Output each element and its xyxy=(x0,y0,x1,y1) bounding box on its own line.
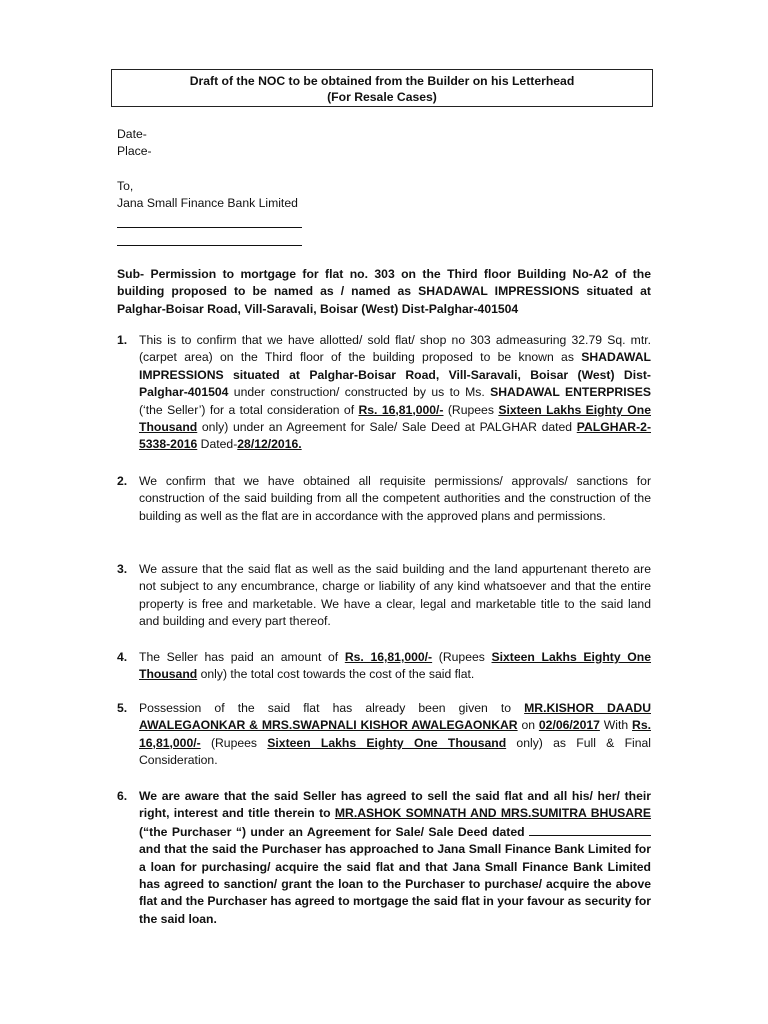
paragraph-5 xyxy=(117,700,651,770)
date-label: Date- xyxy=(117,127,147,141)
consideration-amount: Rs. 16,81,000/- xyxy=(139,718,651,750)
text-run: (Rupees xyxy=(432,650,492,664)
agreement-number: PALGHAR-2-5338-2016 xyxy=(139,420,651,452)
paragraph-number: 1. xyxy=(117,333,128,347)
paragraph-number: 5. xyxy=(117,701,128,715)
text-run: on xyxy=(517,718,539,733)
text-run: only) as Full & Final Consideration. xyxy=(139,735,652,768)
text-run: (“the Purchaser “) under an Agreement for Sale/ Sale Deed dated xyxy=(139,824,529,839)
project-name: SHADAWAL IMPRESSIONS situated at Palghar-Boisar Road, Vill-Saravali, Boisar (West) Dist-Palghar-401504 xyxy=(139,350,651,400)
title-box xyxy=(111,69,653,107)
amount-in-words: Sixteen Lakhs Eighty One Thousand xyxy=(139,650,652,682)
paragraph-text: We assure that the said flat as well as the said building and the land appurtenant thereto are not subject to any encumbrance, charge or liability of any kind whatsoever and that the entire property is free and marketable. We have a clear, legal and marketable title to the said land and building and every part thereof. xyxy=(139,562,651,629)
address-blank-line xyxy=(117,231,302,246)
agreement-date-blank xyxy=(529,823,651,836)
seller-name: SHADAWAL ENTERPRISES xyxy=(490,385,651,400)
agreement-date: 28/12/2016. xyxy=(237,437,302,452)
paragraph-text xyxy=(139,332,651,454)
paragraph-text: We confirm that we have obtained all requisite permissions/ approvals/ sanctions for construction of the said building from all the competent authorities and the construction of the building as well as the flat are in accordance with the approved plans and permissions. xyxy=(139,474,651,523)
paragraph-text xyxy=(139,649,651,684)
amount-in-words: Sixteen Lakhs Eighty One Thousand xyxy=(267,735,507,750)
text-run: Possession of the said flat has already been given to xyxy=(139,701,525,715)
document-subtitle: (For Resale Cases) xyxy=(327,90,437,104)
date-place-block xyxy=(117,126,651,161)
document-title: Draft of the NOC to be obtained from the Builder on his Letterhead xyxy=(189,74,575,88)
text-run: (Rupees xyxy=(443,402,499,417)
amount-in-words: Sixteen Lakhs Eighty One Thousand xyxy=(139,402,651,435)
paragraph-6 xyxy=(117,788,651,928)
paragraph-number: 2. xyxy=(117,474,128,488)
text-run: (‘the Seller’) for a total consideration of xyxy=(139,402,359,417)
paid-amount: Rs. 16,81,000/- xyxy=(344,650,433,664)
text-run: and that the said the Purchaser has approached to Jana Small Finance Bank Limited for a loan for purchasing/ acquire the said flat and that Jana Small Finance Bank Limited has agreed to sanction/ grant the loan to the Purchaser to purchase/ acquire the above flat and the Purchaser has agreed to mortgage the said flat in your favour as security for the said loan. xyxy=(139,842,652,926)
text-run: Dated- xyxy=(197,437,238,452)
paragraph-number: 3. xyxy=(117,562,128,576)
possession-date: 02/06/2017 xyxy=(538,718,600,733)
consideration-amount: Rs. 16,81,000/- xyxy=(358,402,444,417)
bank-name: Jana Small Finance Bank Limited xyxy=(117,196,298,211)
paragraph-4 xyxy=(117,649,651,684)
text-run: only) under an Agreement for Sale/ Sale Deed at PALGHAR dated xyxy=(197,420,577,435)
purchaser-names: MR.ASHOK SOMNATH AND MRS.SUMITRA BHUSARE xyxy=(334,806,651,821)
place-label: Place- xyxy=(117,144,152,159)
address-blank-line xyxy=(117,213,302,228)
subject-line: Sub- Permission to mortgage for flat no. 303 on the Third floor Building No-A2 of the building proposed to be named as / named as SHADAWAL IMPRESSIONS situated at Palghar-Boisar Road, Vill-Saravali, Boisar (West) Dist-Palghar-401504 xyxy=(117,267,651,316)
paragraph-2 xyxy=(117,473,651,525)
text-run: This is to confirm that we have allotted/ sold flat/ shop no 303 admeasuring 32.79 Sq. mtr. (carpet area) on the Third floor of the building proposed to be known as xyxy=(139,333,651,365)
text-run: The Seller has paid an amount of xyxy=(139,650,345,664)
text-run: only) the total cost towards the cost of the said flat. xyxy=(197,667,475,682)
to-label: To, xyxy=(117,179,134,193)
paragraph-3 xyxy=(117,561,651,631)
paragraph-number: 6. xyxy=(117,789,128,803)
text-run: under construction/ constructed by us to Ms. xyxy=(228,385,491,400)
text-run: We are aware that the said Seller has agreed to sell the said flat and all his/ her/ their right, interest and title therein to xyxy=(139,789,651,821)
addressee-block xyxy=(117,178,651,249)
text-run: (Rupees xyxy=(200,735,268,750)
paragraph-text xyxy=(139,788,651,928)
paragraph-text xyxy=(139,700,651,770)
possession-holders: MR.KISHOR DAADU AWALEGAONKAR & MRS.SWAPNALI KISHOR AWALEGAONKAR xyxy=(139,701,651,733)
text-run: With xyxy=(599,718,633,733)
paragraph-1 xyxy=(117,332,651,454)
paragraph-number: 4. xyxy=(117,650,128,664)
